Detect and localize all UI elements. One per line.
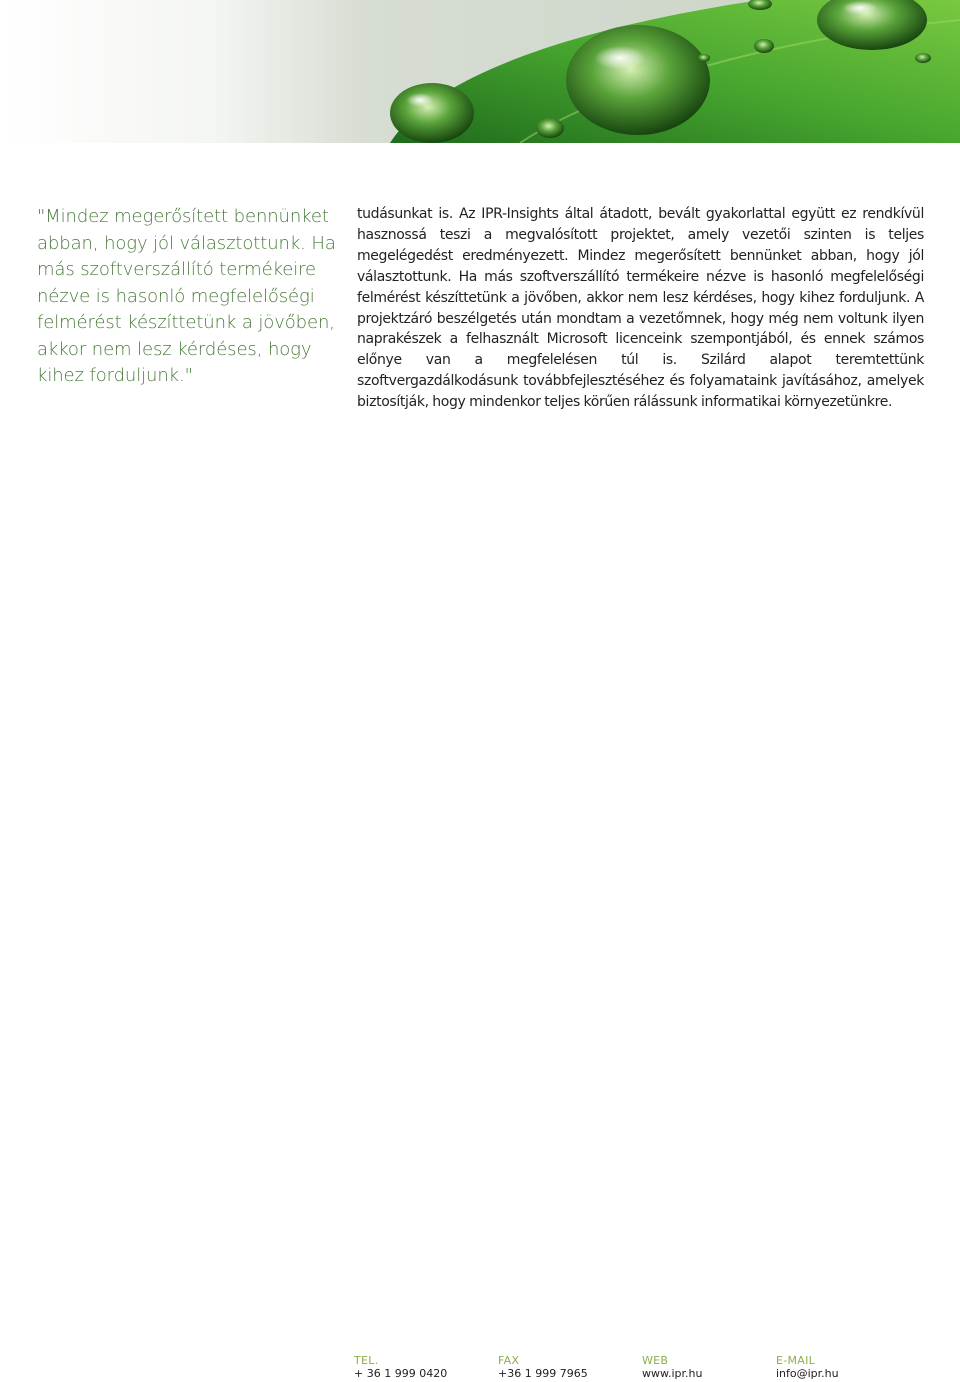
footer-tel-label: TEL. (354, 1354, 379, 1367)
footer-tel-value[interactable]: + 36 1 999 0420 (354, 1367, 448, 1380)
footer-email-label: E-MAIL (776, 1354, 816, 1367)
body-paragraph: tudásunkat is. Az IPR-Insights által átadott, bevált gyakorlattal együtt ez rendkívül hasznossá teszi a megvalósított projektet, amely vezetői szinten is teljes megelégedést eredményezett. Mindez megerősített bennünket abban, hogy jól választottunk. Ha más szoftverszállító termékeire nézve is hasonló megfelelőségi felmérést készíttetünk a jövőben, akkor nem lesz kérdéses, hogy kihez forduljunk. A projektzáró beszélgetés után mondtam a vezetőmnek, hogy még nem voltunk ilyen naprakészek a felhasznált Microsoft licenceink szempontjából, és ennek számos előnye van a megfelelésen túl is. Szilárd alapot teremtettünk szoftvergazdálkodásunk továbbfejlesztéséhez és folyamataink javításához, amelyek biztosítják, hogy mindenkor teljes körűen rálássunk informatikai környezetünkre. (357, 206, 924, 411)
header-banner-image (0, 0, 960, 143)
footer-email (776, 1354, 916, 1381)
footer-web (642, 1354, 782, 1381)
footer-fax (498, 1354, 638, 1381)
footer-web-label: WEB (642, 1354, 669, 1367)
footer-tel (354, 1354, 494, 1381)
pull-quote: "Mindez megerősített bennünket abban, hogy jól választottunk. Ha más szoftverszállító termékeire nézve is hasonló megfelelőségi felmérést készíttetünk a jövőben, akkor nem lesz kérdéses, hogy kihez forduljunk." (37, 206, 336, 386)
footer-email-link[interactable]: info@ipr.hu (776, 1367, 839, 1380)
green-leaf-water-drops-image (0, 0, 960, 143)
footer-web-link[interactable]: www.ipr.hu (642, 1367, 703, 1380)
footer-fax-value: +36 1 999 7965 (498, 1367, 588, 1380)
footer-fax-label: FAX (498, 1354, 520, 1367)
